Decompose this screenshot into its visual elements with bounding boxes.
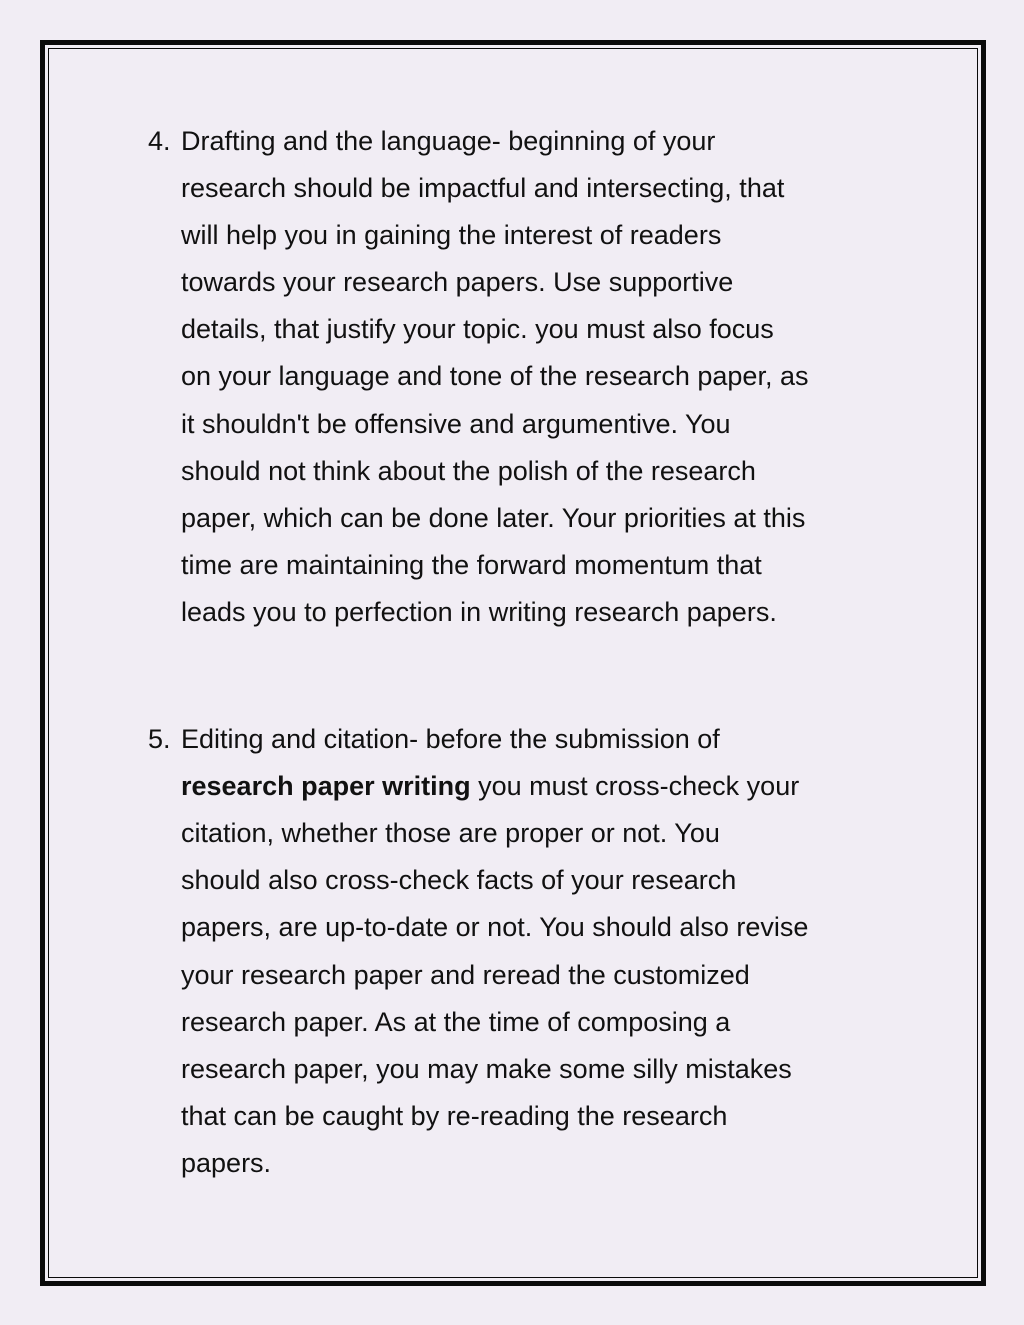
paragraph-line: papers, are up-to-date or not. You should also revise xyxy=(181,912,809,943)
paragraph-line: research should be impactful and intersecting, that xyxy=(181,173,785,204)
list-item-editing xyxy=(148,716,918,1187)
paragraph-line: time are maintaining the forward momentum that xyxy=(181,549,762,580)
paragraph-line: on your language and tone of the research paper, as xyxy=(181,361,809,392)
paragraph-line: towards your research papers. Use supportive xyxy=(181,267,734,298)
bold-keyword: research paper writing xyxy=(181,771,471,802)
paragraph-line: Editing and citation- before the submission of xyxy=(181,724,720,755)
paragraph-line: should also cross-check facts of your research xyxy=(181,865,737,896)
paragraph-line: will help you in gaining the interest of readers xyxy=(181,220,722,251)
paragraph-line: should not think about the polish of the research xyxy=(181,455,756,486)
paragraph-line: papers. xyxy=(181,1147,272,1178)
paragraph-line: research paper, you may make some silly mistakes xyxy=(181,1053,792,1084)
paragraph-line xyxy=(181,763,918,810)
paragraph-line: details, that justify your topic. you must also focus xyxy=(181,314,774,345)
paragraph-line: research paper. As at the time of composing a xyxy=(181,1006,731,1037)
paragraph-line: citation, whether those are proper or not. You xyxy=(181,818,720,849)
list-item-number: 5. xyxy=(148,724,171,755)
paragraph-line: that can be caught by re-reading the research xyxy=(181,1100,728,1131)
paragraph-line: leads you to perfection in writing research papers. xyxy=(181,596,777,627)
document-body xyxy=(148,118,918,1187)
paragraph-line-rest: you must cross-check your xyxy=(470,771,800,802)
list-item-drafting xyxy=(148,118,918,636)
paragraph-line: it shouldn't be offensive and argumentive. You xyxy=(181,408,731,439)
paragraph-line: your research paper and reread the customized xyxy=(181,959,750,990)
paragraph-line: Drafting and the language- beginning of your xyxy=(181,126,716,156)
list-item-number: 4. xyxy=(148,126,171,156)
paragraph-line: paper, which can be done later. Your priorities at this xyxy=(181,502,806,533)
